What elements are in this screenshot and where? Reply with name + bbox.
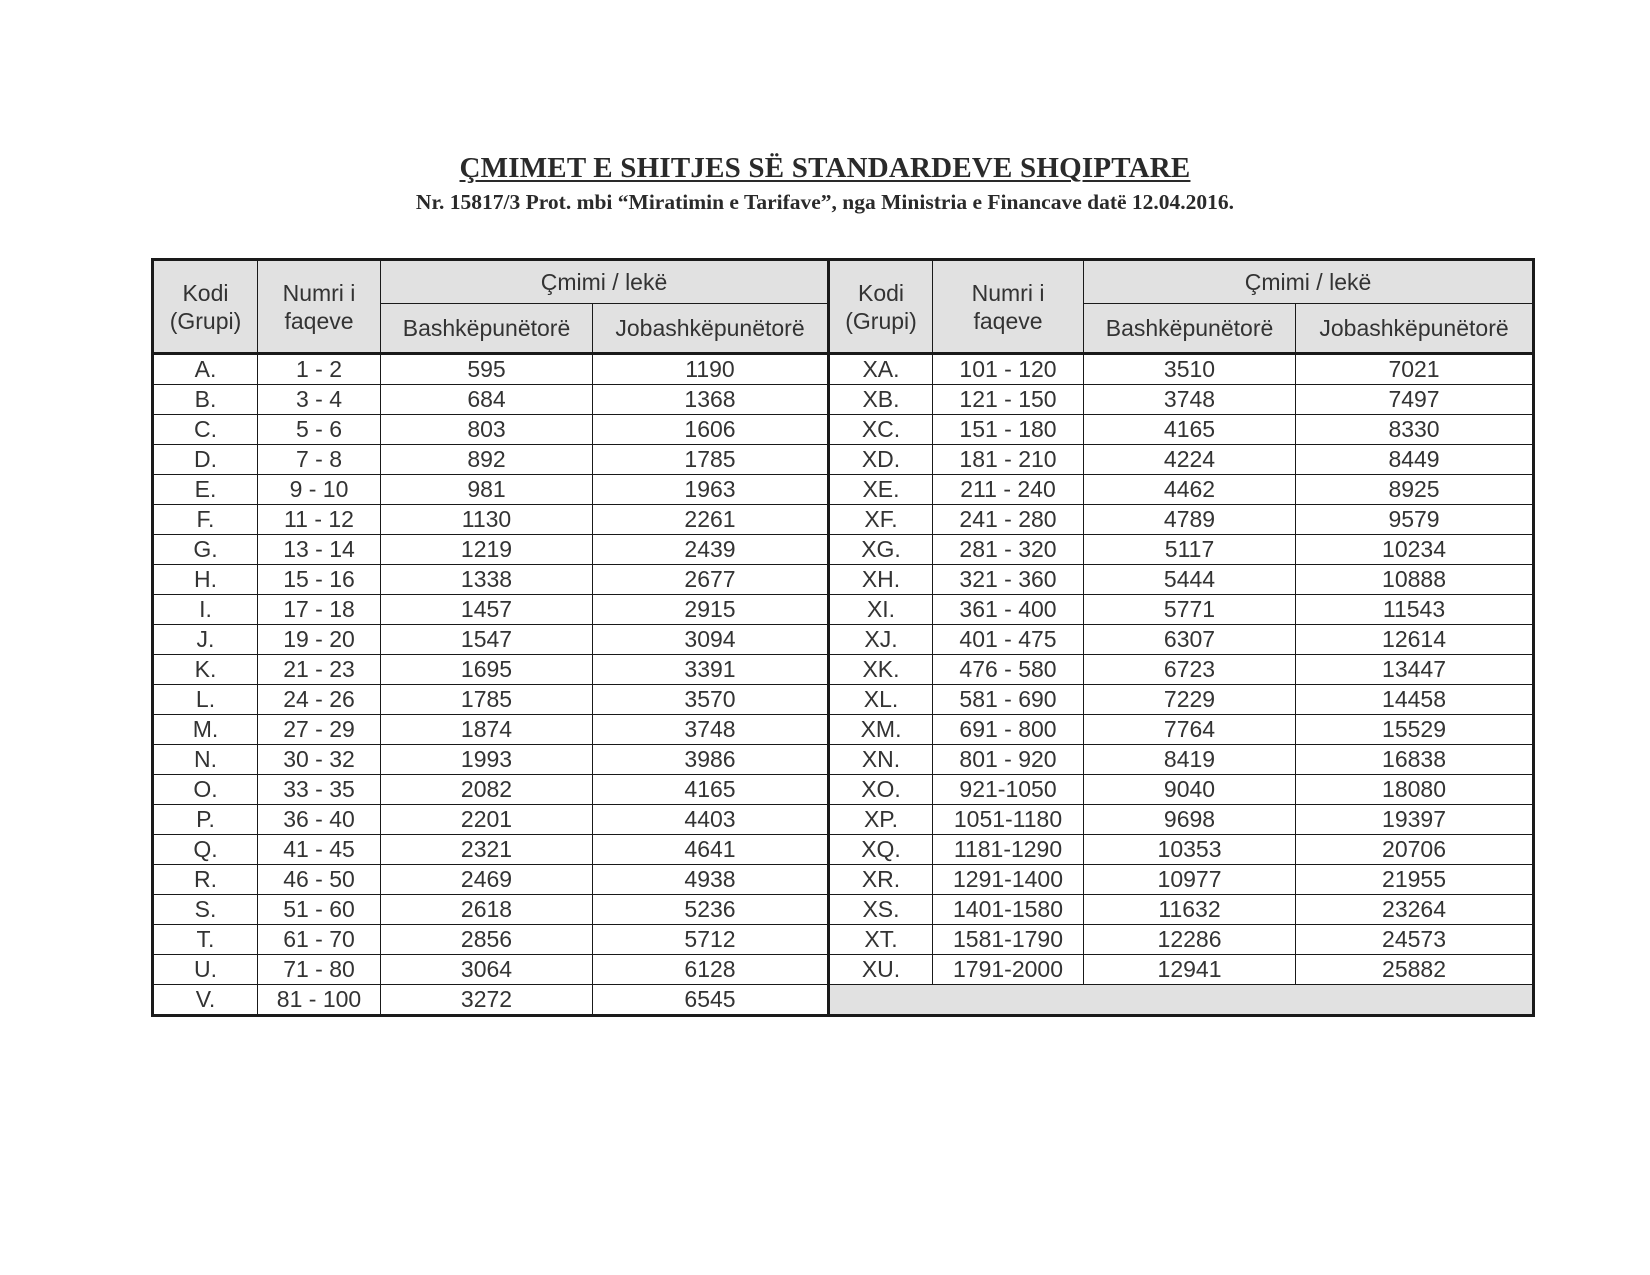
jobashkepunetore-price-cell: 7021 [1296, 354, 1534, 385]
table-row [153, 595, 1534, 625]
pages-cell: 7 - 8 [258, 445, 381, 475]
bashkepunetore-price-cell: 2082 [381, 775, 593, 805]
code-cell: XO. [829, 775, 933, 805]
code-cell: XP. [829, 805, 933, 835]
code-cell: B. [153, 385, 258, 415]
table-row [153, 655, 1534, 685]
pages-cell: 71 - 80 [258, 955, 381, 985]
bashkepunetore-price-cell: 2618 [381, 895, 593, 925]
jobashkepunetore-price-cell: 1963 [593, 475, 829, 505]
jobashkepunetore-price-cell: 3570 [593, 685, 829, 715]
code-cell: N. [153, 745, 258, 775]
pages-cell: 1051-1180 [933, 805, 1084, 835]
bashkepunetore-price-cell: 7764 [1084, 715, 1296, 745]
empty-filler-cell [829, 985, 1534, 1016]
bashkepunetore-price-cell: 4165 [1084, 415, 1296, 445]
bashkepunetore-price-cell: 1457 [381, 595, 593, 625]
code-cell: P. [153, 805, 258, 835]
code-cell: XE. [829, 475, 933, 505]
code-cell: XF. [829, 505, 933, 535]
jobashkepunetore-price-cell: 15529 [1296, 715, 1534, 745]
code-cell: XQ. [829, 835, 933, 865]
code-cell: XB. [829, 385, 933, 415]
code-cell: XR. [829, 865, 933, 895]
pages-cell: 1581-1790 [933, 925, 1084, 955]
bashkepunetore-price-cell: 892 [381, 445, 593, 475]
pages-cell: 1181-1290 [933, 835, 1084, 865]
header-numri-left: Numri i faqeve [258, 260, 381, 354]
pages-cell: 17 - 18 [258, 595, 381, 625]
jobashkepunetore-price-cell: 1785 [593, 445, 829, 475]
code-cell: XU. [829, 955, 933, 985]
bashkepunetore-price-cell: 5771 [1084, 595, 1296, 625]
table-row [153, 835, 1534, 865]
code-cell: Q. [153, 835, 258, 865]
code-cell: F. [153, 505, 258, 535]
pages-cell: 361 - 400 [933, 595, 1084, 625]
pages-cell: 1 - 2 [258, 354, 381, 385]
pages-cell: 151 - 180 [933, 415, 1084, 445]
pages-cell: 27 - 29 [258, 715, 381, 745]
jobashkepunetore-price-cell: 2677 [593, 565, 829, 595]
jobashkepunetore-price-cell: 18080 [1296, 775, 1534, 805]
pages-cell: 401 - 475 [933, 625, 1084, 655]
pages-cell: 9 - 10 [258, 475, 381, 505]
pages-cell: 476 - 580 [933, 655, 1084, 685]
pages-cell: 921-1050 [933, 775, 1084, 805]
bashkepunetore-price-cell: 9698 [1084, 805, 1296, 835]
jobashkepunetore-price-cell: 2439 [593, 535, 829, 565]
jobashkepunetore-price-cell: 8449 [1296, 445, 1534, 475]
bashkepunetore-price-cell: 3272 [381, 985, 593, 1016]
code-cell: XM. [829, 715, 933, 745]
bashkepunetore-price-cell: 1695 [381, 655, 593, 685]
bashkepunetore-price-cell: 5444 [1084, 565, 1296, 595]
bashkepunetore-price-cell: 2856 [381, 925, 593, 955]
code-cell: J. [153, 625, 258, 655]
code-cell: K. [153, 655, 258, 685]
pages-cell: 61 - 70 [258, 925, 381, 955]
pages-cell: 15 - 16 [258, 565, 381, 595]
jobashkepunetore-price-cell: 11543 [1296, 595, 1534, 625]
table-row [153, 565, 1534, 595]
code-cell: XH. [829, 565, 933, 595]
jobashkepunetore-price-cell: 9579 [1296, 505, 1534, 535]
code-cell: V. [153, 985, 258, 1016]
code-cell: XS. [829, 895, 933, 925]
table-row [153, 985, 1534, 1016]
price-table [151, 258, 1535, 1017]
bashkepunetore-price-cell: 4789 [1084, 505, 1296, 535]
bashkepunetore-price-cell: 11632 [1084, 895, 1296, 925]
code-cell: A. [153, 354, 258, 385]
bashkepunetore-price-cell: 5117 [1084, 535, 1296, 565]
pages-cell: 24 - 26 [258, 685, 381, 715]
header-cmimi-right: Çmimi / lekë [1084, 260, 1534, 304]
table-row [153, 385, 1534, 415]
pages-cell: 1791-2000 [933, 955, 1084, 985]
pages-cell: 581 - 690 [933, 685, 1084, 715]
jobashkepunetore-price-cell: 8330 [1296, 415, 1534, 445]
jobashkepunetore-price-cell: 16838 [1296, 745, 1534, 775]
table-row [153, 685, 1534, 715]
bashkepunetore-price-cell: 6307 [1084, 625, 1296, 655]
document-title [0, 152, 1650, 185]
pages-cell: 33 - 35 [258, 775, 381, 805]
code-cell: XC. [829, 415, 933, 445]
jobashkepunetore-price-cell: 6128 [593, 955, 829, 985]
jobashkepunetore-price-cell: 13447 [1296, 655, 1534, 685]
pages-cell: 801 - 920 [933, 745, 1084, 775]
jobashkepunetore-price-cell: 4938 [593, 865, 829, 895]
bashkepunetore-price-cell: 9040 [1084, 775, 1296, 805]
code-cell: XK. [829, 655, 933, 685]
jobashkepunetore-price-cell: 2915 [593, 595, 829, 625]
code-cell: R. [153, 865, 258, 895]
pages-cell: 121 - 150 [933, 385, 1084, 415]
pages-cell: 41 - 45 [258, 835, 381, 865]
bashkepunetore-price-cell: 1219 [381, 535, 593, 565]
pages-cell: 1291-1400 [933, 865, 1084, 895]
bashkepunetore-price-cell: 1547 [381, 625, 593, 655]
bashkepunetore-price-cell: 1874 [381, 715, 593, 745]
jobashkepunetore-price-cell: 3748 [593, 715, 829, 745]
jobashkepunetore-price-cell: 12614 [1296, 625, 1534, 655]
bashkepunetore-price-cell: 3748 [1084, 385, 1296, 415]
jobashkepunetore-price-cell: 4403 [593, 805, 829, 835]
jobashkepunetore-price-cell: 23264 [1296, 895, 1534, 925]
pages-cell: 281 - 320 [933, 535, 1084, 565]
jobashkepunetore-price-cell: 25882 [1296, 955, 1534, 985]
jobashkepunetore-price-cell: 7497 [1296, 385, 1534, 415]
pages-cell: 211 - 240 [933, 475, 1084, 505]
header-bashkepunetore-left: Bashkëpunëtorë [381, 304, 593, 354]
jobashkepunetore-price-cell: 6545 [593, 985, 829, 1016]
code-cell: G. [153, 535, 258, 565]
header-row-1 [153, 260, 1534, 304]
code-cell: XT. [829, 925, 933, 955]
bashkepunetore-price-cell: 803 [381, 415, 593, 445]
jobashkepunetore-price-cell: 20706 [1296, 835, 1534, 865]
jobashkepunetore-price-cell: 1368 [593, 385, 829, 415]
code-cell: M. [153, 715, 258, 745]
table-row [153, 475, 1534, 505]
pages-cell: 5 - 6 [258, 415, 381, 445]
bashkepunetore-price-cell: 1993 [381, 745, 593, 775]
pages-cell: 30 - 32 [258, 745, 381, 775]
bashkepunetore-price-cell: 7229 [1084, 685, 1296, 715]
bashkepunetore-price-cell: 3510 [1084, 354, 1296, 385]
document-title-text: ÇMIMET E SHITJES SË STANDARDEVE SHQIPTARE [459, 152, 1191, 184]
table-row [153, 745, 1534, 775]
jobashkepunetore-price-cell: 10234 [1296, 535, 1534, 565]
table-row [153, 955, 1534, 985]
jobashkepunetore-price-cell: 19397 [1296, 805, 1534, 835]
bashkepunetore-price-cell: 12286 [1084, 925, 1296, 955]
jobashkepunetore-price-cell: 21955 [1296, 865, 1534, 895]
code-cell: D. [153, 445, 258, 475]
header-kodi-right: Kodi (Grupi) [829, 260, 933, 354]
jobashkepunetore-price-cell: 4641 [593, 835, 829, 865]
code-cell: E. [153, 475, 258, 505]
pages-cell: 691 - 800 [933, 715, 1084, 745]
jobashkepunetore-price-cell: 3391 [593, 655, 829, 685]
code-cell: O. [153, 775, 258, 805]
bashkepunetore-price-cell: 6723 [1084, 655, 1296, 685]
code-cell: T. [153, 925, 258, 955]
pages-cell: 13 - 14 [258, 535, 381, 565]
jobashkepunetore-price-cell: 3986 [593, 745, 829, 775]
jobashkepunetore-price-cell: 24573 [1296, 925, 1534, 955]
table-row [153, 354, 1534, 385]
code-cell: XN. [829, 745, 933, 775]
bashkepunetore-price-cell: 4462 [1084, 475, 1296, 505]
pages-cell: 241 - 280 [933, 505, 1084, 535]
code-cell: C. [153, 415, 258, 445]
bashkepunetore-price-cell: 1130 [381, 505, 593, 535]
table-row [153, 775, 1534, 805]
table-row [153, 805, 1534, 835]
table-row [153, 925, 1534, 955]
table-row [153, 625, 1534, 655]
bashkepunetore-price-cell: 2201 [381, 805, 593, 835]
pages-cell: 11 - 12 [258, 505, 381, 535]
bashkepunetore-price-cell: 1785 [381, 685, 593, 715]
document-subtitle: Nr. 15817/3 Prot. mbi “Miratimin e Tarifave”, nga Ministria e Financave datë 12.04.2016. [415, 190, 1235, 214]
header-jobashkepunetore-right: Jobashkëpunëtorë [1296, 304, 1534, 354]
code-cell: H. [153, 565, 258, 595]
pages-cell: 81 - 100 [258, 985, 381, 1016]
table-row [153, 505, 1534, 535]
bashkepunetore-price-cell: 3064 [381, 955, 593, 985]
header-numri-right: Numri i faqeve [933, 260, 1084, 354]
bashkepunetore-price-cell: 4224 [1084, 445, 1296, 475]
bashkepunetore-price-cell: 595 [381, 354, 593, 385]
jobashkepunetore-price-cell: 5712 [593, 925, 829, 955]
jobashkepunetore-price-cell: 1606 [593, 415, 829, 445]
jobashkepunetore-price-cell: 5236 [593, 895, 829, 925]
table-row [153, 415, 1534, 445]
bashkepunetore-price-cell: 2469 [381, 865, 593, 895]
bashkepunetore-price-cell: 684 [381, 385, 593, 415]
jobashkepunetore-price-cell: 1190 [593, 354, 829, 385]
header-cmimi-left: Çmimi / lekë [381, 260, 829, 304]
code-cell: XA. [829, 354, 933, 385]
code-cell: XI. [829, 595, 933, 625]
code-cell: I. [153, 595, 258, 625]
bashkepunetore-price-cell: 2321 [381, 835, 593, 865]
header-bashkepunetore-right: Bashkëpunëtorë [1084, 304, 1296, 354]
code-cell: XJ. [829, 625, 933, 655]
pages-cell: 21 - 23 [258, 655, 381, 685]
table-row [153, 895, 1534, 925]
bashkepunetore-price-cell: 10353 [1084, 835, 1296, 865]
jobashkepunetore-price-cell: 14458 [1296, 685, 1534, 715]
code-cell: L. [153, 685, 258, 715]
jobashkepunetore-price-cell: 8925 [1296, 475, 1534, 505]
code-cell: XD. [829, 445, 933, 475]
pages-cell: 51 - 60 [258, 895, 381, 925]
table-row [153, 715, 1534, 745]
pages-cell: 181 - 210 [933, 445, 1084, 475]
pages-cell: 101 - 120 [933, 354, 1084, 385]
header-kodi-left: Kodi (Grupi) [153, 260, 258, 354]
pages-cell: 1401-1580 [933, 895, 1084, 925]
bashkepunetore-price-cell: 981 [381, 475, 593, 505]
table-row [153, 445, 1534, 475]
code-cell: U. [153, 955, 258, 985]
table-row [153, 535, 1534, 565]
price-table-body [153, 354, 1534, 1016]
pages-cell: 36 - 40 [258, 805, 381, 835]
jobashkepunetore-price-cell: 3094 [593, 625, 829, 655]
jobashkepunetore-price-cell: 2261 [593, 505, 829, 535]
bashkepunetore-price-cell: 12941 [1084, 955, 1296, 985]
code-cell: XG. [829, 535, 933, 565]
table-row [153, 865, 1534, 895]
jobashkepunetore-price-cell: 10888 [1296, 565, 1534, 595]
pages-cell: 19 - 20 [258, 625, 381, 655]
pages-cell: 46 - 50 [258, 865, 381, 895]
jobashkepunetore-price-cell: 4165 [593, 775, 829, 805]
pages-cell: 321 - 360 [933, 565, 1084, 595]
code-cell: S. [153, 895, 258, 925]
bashkepunetore-price-cell: 1338 [381, 565, 593, 595]
bashkepunetore-price-cell: 10977 [1084, 865, 1296, 895]
bashkepunetore-price-cell: 8419 [1084, 745, 1296, 775]
pages-cell: 3 - 4 [258, 385, 381, 415]
header-jobashkepunetore-left: Jobashkëpunëtorë [593, 304, 829, 354]
code-cell: XL. [829, 685, 933, 715]
